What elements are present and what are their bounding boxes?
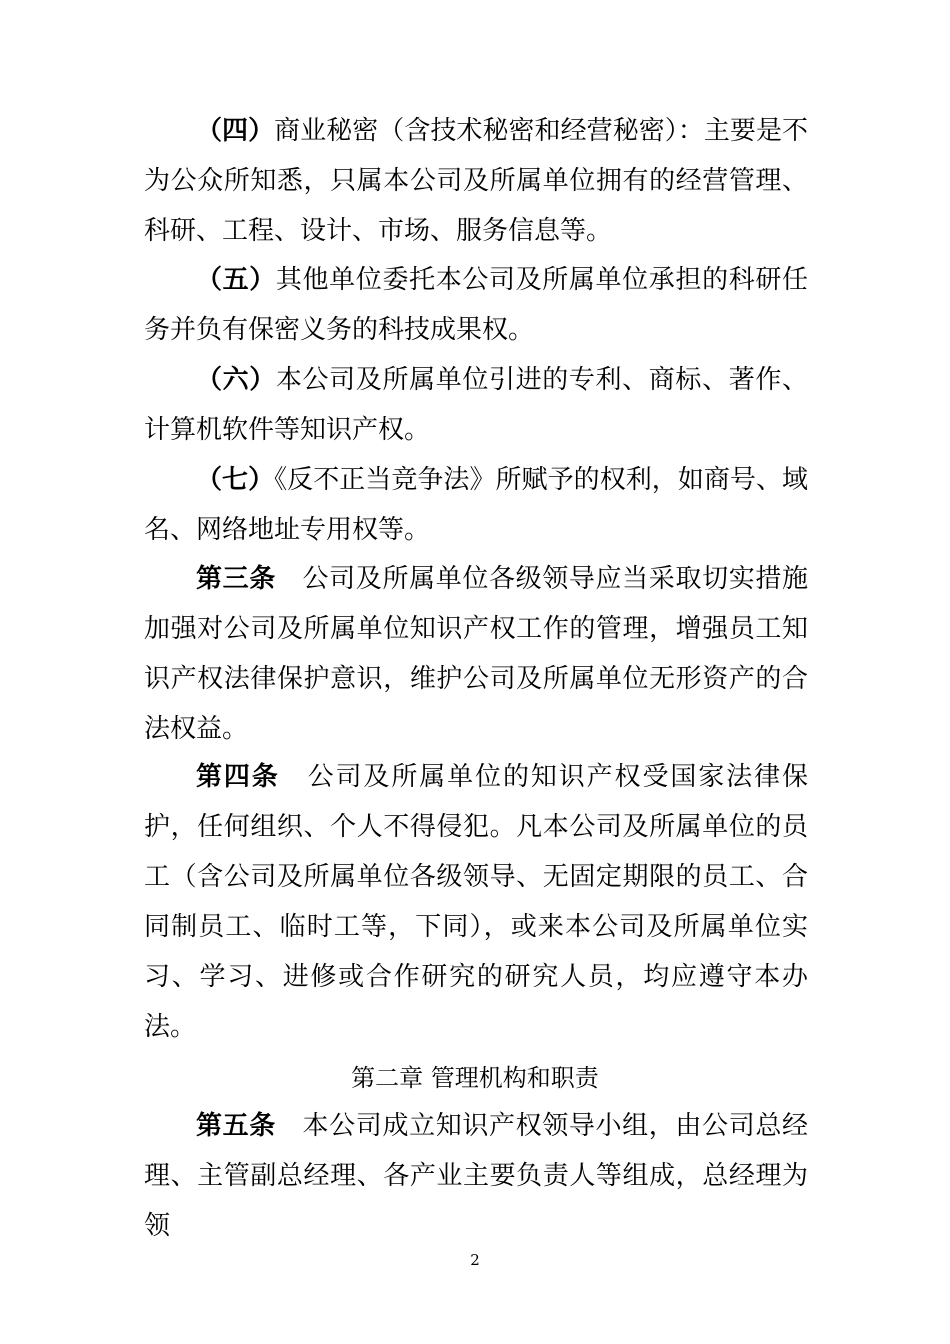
chapter-heading: 第二章 管理机构和职责 [351,1064,599,1092]
paragraph-text: 其他单位委托本公司及所属单位承担的科研任务并负有保密义务的科技成果权。 [144,265,808,345]
item-label: （五） [196,265,276,295]
paragraph-item-7 [144,455,808,555]
article-4 [144,752,808,1052]
paragraph-text: 商业秘密（含技术秘密和经营秘密）：主要是不为公众所知悉，只属本公司及所属单位拥有的经营管理、科研、工程、设计、市场、服务信息等。 [144,116,808,246]
page-number: 2 [470,1251,480,1269]
paragraph-item-5 [144,255,808,355]
paragraph-item-4 [144,106,808,256]
item-label: （六） [196,365,276,395]
article-label: 第三条 [196,564,276,594]
article-text: 公司及所属单位各级领导应当采取切实措施加强对公司及所属单位知识产权工作的管理，增强员工知识产权法律保护意识，维护公司及所属单位无形资产的合法权益。 [144,564,808,744]
paragraph-text: 本公司及所属单位引进的专利、商标、著作、计算机软件等知识产权。 [144,365,808,445]
item-label: （四） [196,116,275,146]
article-label: 第四条 [196,762,280,792]
paragraph-item-6 [144,355,808,455]
item-label: （七） [196,465,275,495]
article-label: 第五条 [196,1111,276,1141]
article-text: 本公司成立知识产权领导小组，由公司总经理、主管副总经理、各产业主要负责人等组成，总经理为领 [144,1111,808,1241]
paragraph-text: 《反不正当竞争法》所赋予的权利，如商号、域名、网络地址专用权等。 [144,465,808,545]
article-5 [144,1101,808,1251]
article-3 [144,554,808,754]
article-text: 公司及所属单位的知识产权受国家法律保护，任何组织、个人不得侵犯。凡本公司及所属单位的员工（含公司及所属单位各级领导、无固定期限的员工、合同制员工、临时工等，下同），或来本公司及所属单位实习、学习、进修或合作研究的研究人员，均应遵守本办法。 [144,762,808,1042]
